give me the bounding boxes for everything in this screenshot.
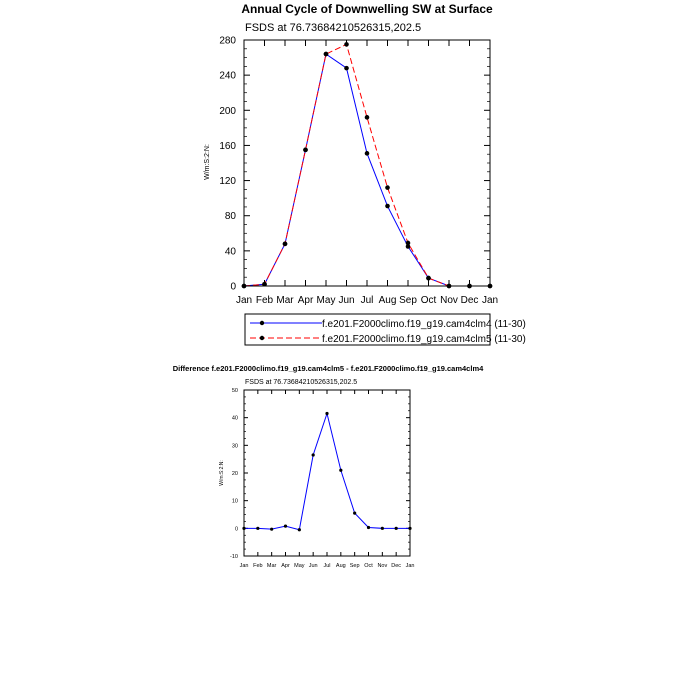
x-tick-label: May <box>316 295 336 306</box>
data-point <box>324 52 329 57</box>
x-tick-label: Aug <box>378 295 397 306</box>
legend-entry-clm5 <box>250 334 526 345</box>
series-line-1 <box>244 44 490 286</box>
x-tick-label: Nov <box>377 563 388 569</box>
data-point <box>344 66 349 71</box>
plot-frame <box>244 40 490 286</box>
y-tick-label: 160 <box>219 140 236 152</box>
x-tick-label: May <box>294 563 305 569</box>
x-tick-label: Dec <box>460 295 479 306</box>
series-line-0 <box>244 414 410 530</box>
y-tick-label: 30 <box>231 443 238 450</box>
data-point <box>312 453 315 456</box>
x-tick-label: Jan <box>481 295 499 306</box>
y-tick-label: 50 <box>231 387 238 394</box>
data-point <box>303 148 308 153</box>
diff-chart-subtitle: FSDS at 76.73684210526315,202.5 <box>245 379 358 386</box>
difference-chart <box>173 364 484 569</box>
y-tick-label: 40 <box>224 246 236 258</box>
x-tick-label: Jun <box>338 295 355 306</box>
x-tick-label: Apr <box>297 295 314 306</box>
y-tick-label: 240 <box>219 70 236 82</box>
y-tick-label: -10 <box>230 553 238 560</box>
data-point <box>283 242 288 247</box>
y-tick-label: 0 <box>230 281 236 293</box>
data-point <box>344 42 349 47</box>
x-tick-label: Sep <box>399 295 417 306</box>
x-tick-label: Aug <box>335 563 346 569</box>
data-point <box>325 412 328 415</box>
x-tick-label: Feb <box>253 563 263 569</box>
x-tick-label: Oct <box>420 295 437 306</box>
x-tick-label: Feb <box>255 295 274 306</box>
chart-title: Annual Cycle of Downwelling SW at Surface <box>241 2 493 16</box>
x-tick-label: Apr <box>281 563 290 569</box>
annual-cycle-chart <box>204 2 526 345</box>
y-tick-label: 200 <box>219 105 236 117</box>
y-tick-label: 120 <box>219 176 236 188</box>
legend-label-clm4: f.e201.F2000climo.f19_g19.cam4clm4 (11-30) <box>322 319 526 330</box>
data-point <box>367 526 370 529</box>
x-tick-label: Nov <box>440 295 458 306</box>
data-point <box>385 204 390 209</box>
data-point <box>395 527 398 530</box>
data-point <box>256 527 259 530</box>
data-point <box>426 276 431 281</box>
y-axis-label: W/m:S:2:N: <box>204 144 211 180</box>
x-tick-label: Jul <box>360 295 374 306</box>
legend <box>245 314 526 345</box>
data-point <box>270 528 273 531</box>
y-tick-label: 40 <box>231 415 238 422</box>
y-tick-label: 10 <box>231 498 238 505</box>
data-point <box>339 469 342 472</box>
x-tick-label: Jan <box>235 295 253 306</box>
legend-label-clm5: f.e201.F2000climo.f19_g19.cam4clm5 (11-30) <box>322 334 526 345</box>
x-tick-label: Oct <box>364 563 373 569</box>
legend-marker-clm5 <box>260 336 264 340</box>
chart-subtitle: FSDS at 76.73684210526315,202.5 <box>245 22 422 34</box>
data-point <box>365 151 370 156</box>
data-point <box>353 512 356 515</box>
legend-entry-clm4 <box>250 319 526 330</box>
y-tick-label: 80 <box>224 211 236 223</box>
x-tick-label: Mar <box>266 563 277 569</box>
x-tick-label: Jan <box>239 563 249 569</box>
diff-y-axis-label: W/m:S:2:N: <box>219 460 225 486</box>
x-tick-label: Jan <box>405 563 415 569</box>
x-tick-label: Sep <box>349 563 360 569</box>
x-tick-label: Jun <box>308 563 318 569</box>
diff-chart-title: Difference f.e201.F2000climo.f19_g19.cam4clm5 - f.e201.F2000climo.f19_g19.cam4clm4 <box>172 364 484 373</box>
x-tick-label: Dec <box>391 563 402 569</box>
data-point <box>298 528 301 531</box>
data-point <box>365 115 370 120</box>
x-tick-label: Mar <box>276 295 294 306</box>
y-tick-label: 280 <box>219 35 236 47</box>
data-point <box>381 527 384 530</box>
legend-marker-clm4 <box>260 321 264 325</box>
x-tick-label: Jul <box>323 563 331 569</box>
y-tick-label: 20 <box>231 470 238 477</box>
data-point <box>406 241 411 246</box>
data-point <box>284 525 287 528</box>
y-tick-label: 0 <box>234 526 238 533</box>
data-point <box>385 185 390 190</box>
